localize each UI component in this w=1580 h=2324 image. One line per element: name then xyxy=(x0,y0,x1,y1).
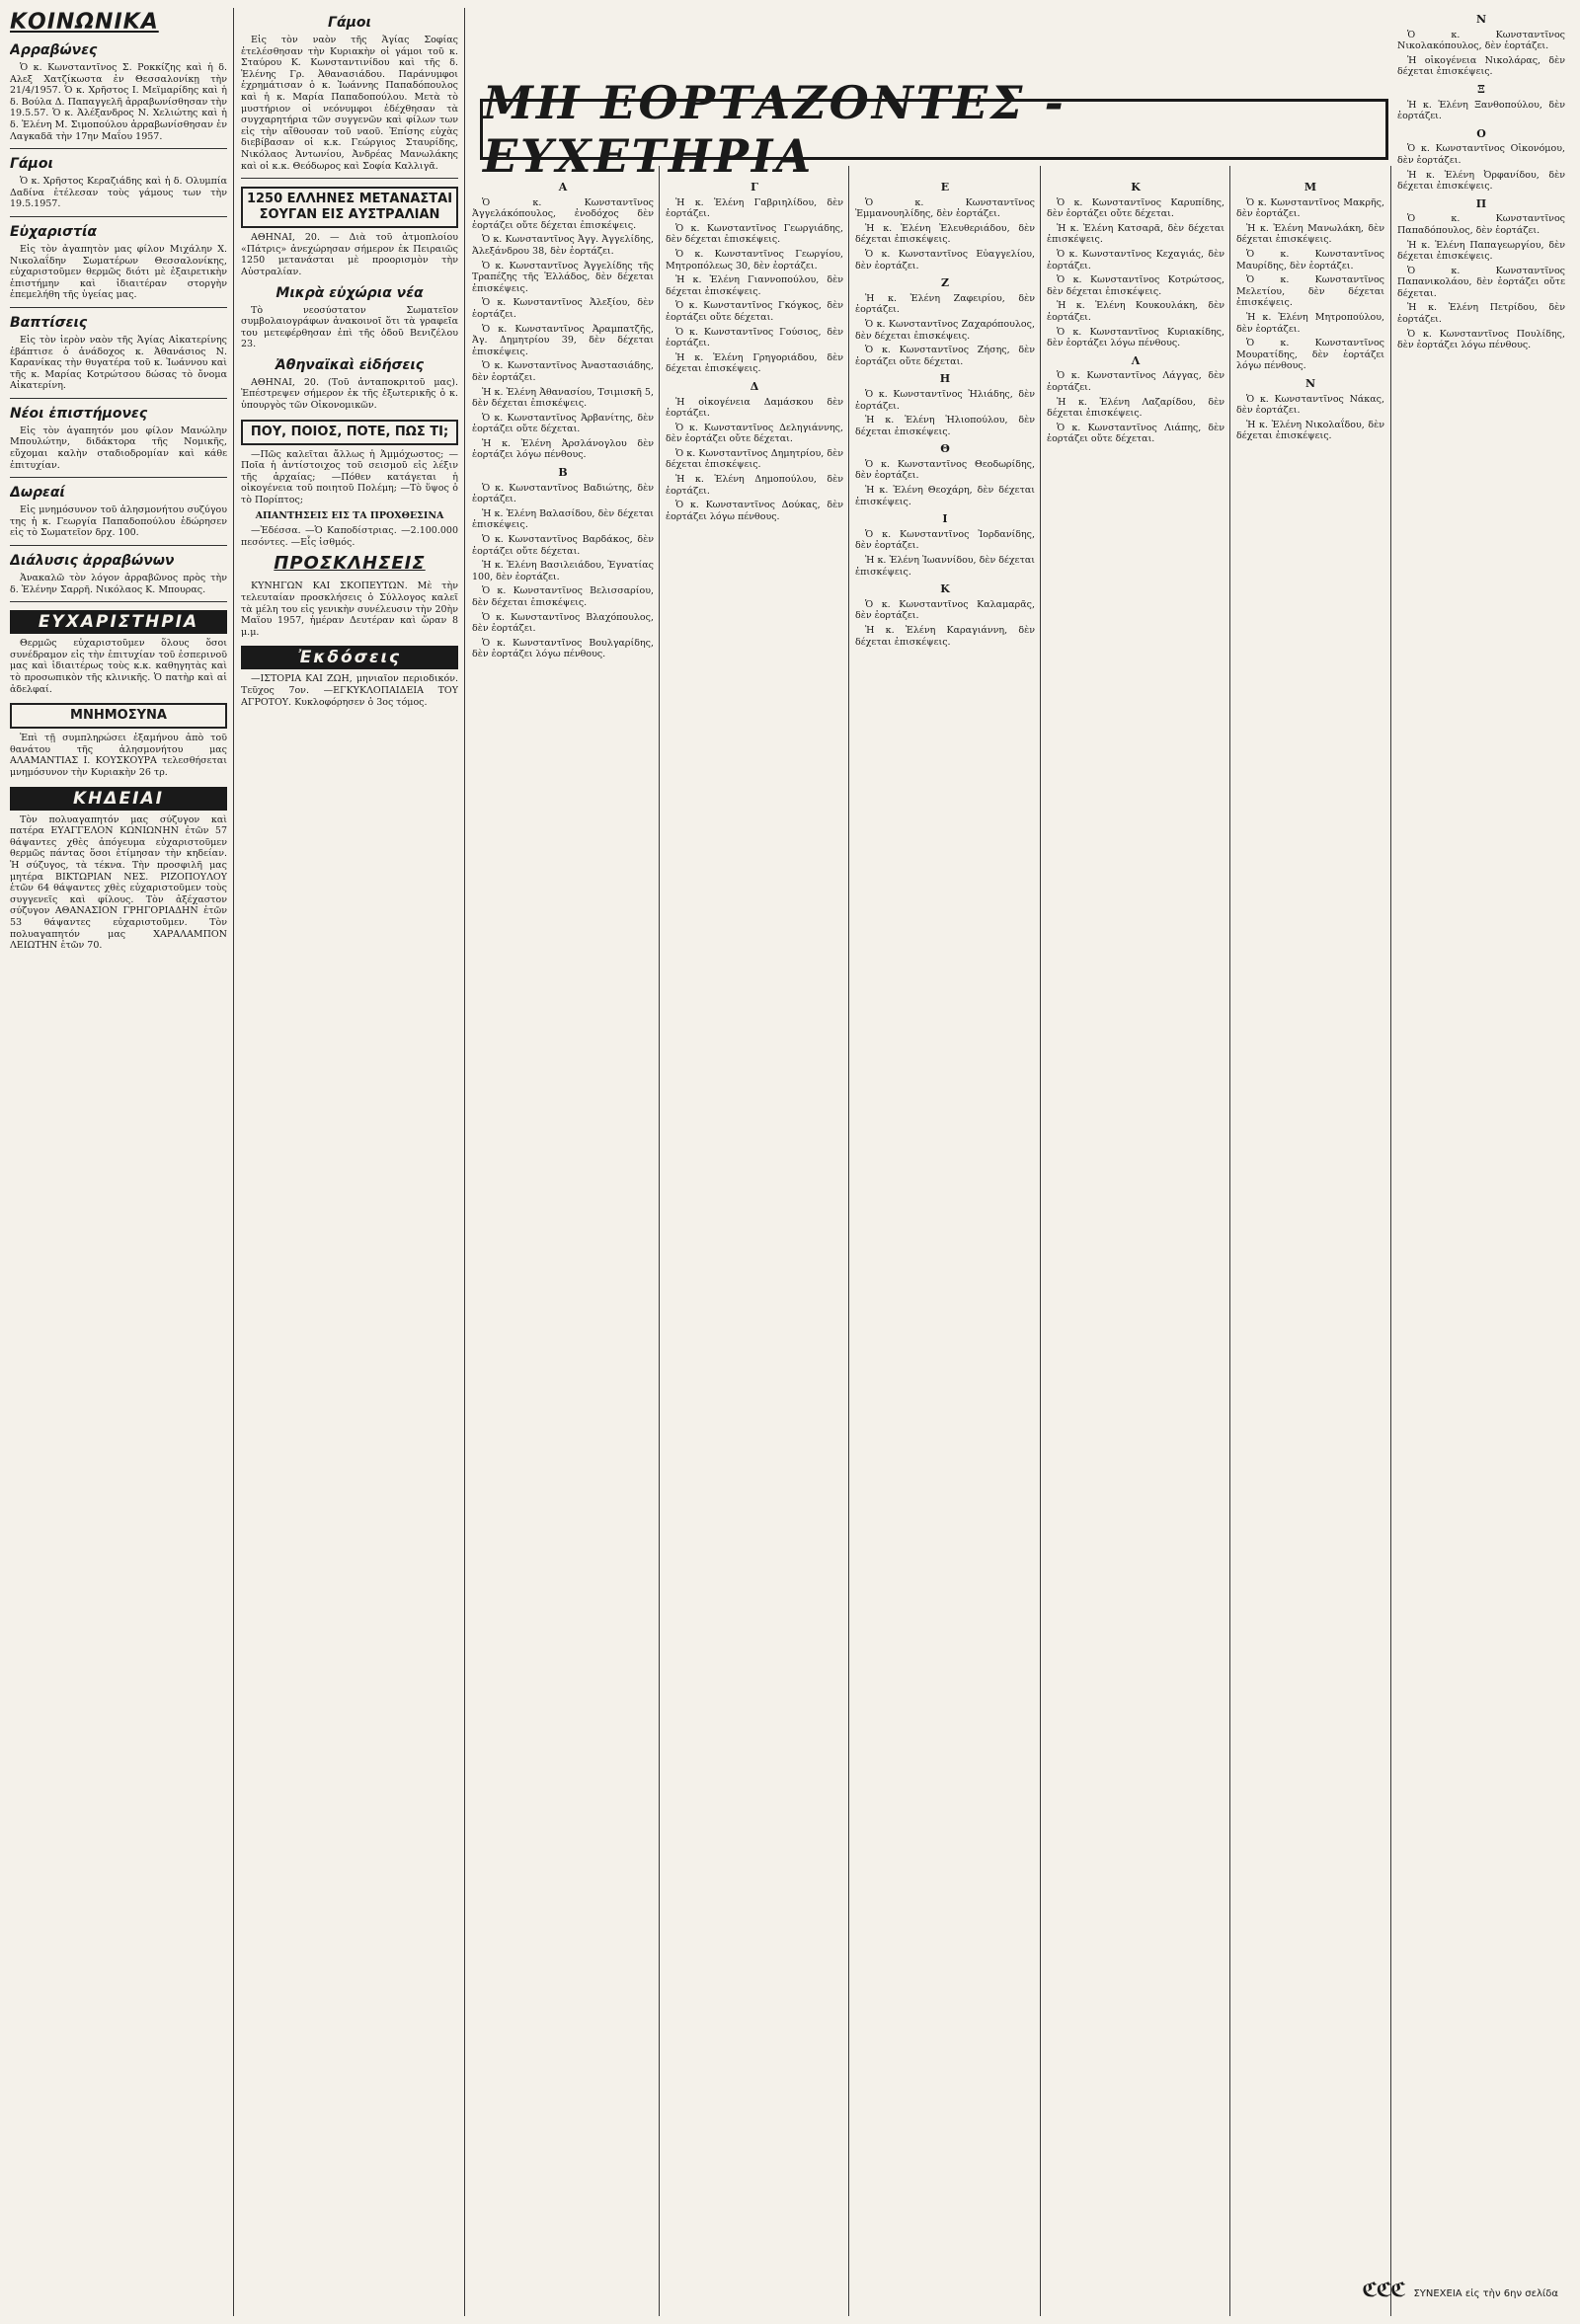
alphabet-letter: Ι xyxy=(942,512,948,526)
list-entry: Ἡ κ. Ἑλένη Θεοχάρη, δὲν δέχεται ἐπισκέψεις. xyxy=(855,485,1035,507)
section-title: Νέοι ἐπιστήμονες xyxy=(10,405,148,422)
list-entry: Ὁ κ. Κωνσταντῖνος Μελετίου, δὲν δέχεται ἐπισκέψεις. xyxy=(1236,274,1384,309)
section-text: Ὁ κ. Κωνσταντῖνος Σ. Ροκκίζης καὶ ἡ δ. Αλεξ Χατζίκωστα ἐν Θεσσαλονίκῃ τὴν 21/4/1957. Ὁ κ. Χρῆστος Ι. Μεϊμαρίδης καὶ ἡ δ. Βούλα Δ. Παπαγγελῆ ἀρραβωνίσθησαν τὴν 19.5.57. Ὁ κ. Ἀλέξανδρος Ν. Χελιώτης καὶ ἡ δ. Ἑλένη Μ. Σιμοπούλου ἀρραβωνίσθησαν ἐν Λαγκαδᾶ τὴν 17ην Μαΐου 1957. xyxy=(10,62,227,142)
column-rule xyxy=(464,8,465,2316)
list-entry: Ἡ κ. Ἑλένη Παπαγεωργίου, δὲν δέχεται ἐπισκέψεις. xyxy=(1397,239,1565,263)
section-text: Ὁ κ. Χρῆστος Κεραζιάδης καὶ ἡ δ. Ολυμπία Δαδίνα ἐτέλεσαν τοὺς γάμους των τὴν 19.5.1957. xyxy=(10,176,227,210)
column-rule xyxy=(233,8,234,2316)
alphabet-letter: Γ xyxy=(750,181,758,194)
divider xyxy=(10,398,227,399)
list-entry: Ὁ κ. Κωνσταντῖνος Ἀγγελάκόπουλος, ἐνοδόχος δὲν ἑορτάζει οὔτε δέχεται ἐπισκέψεις. xyxy=(472,196,654,231)
section-title: Δωρεαί xyxy=(10,485,65,502)
list-entry: Ὁ κ. Κωνσταντῖνος Ἠλιάδης, δὲν ἑορτάζει. xyxy=(855,388,1035,412)
list-entry: Ἡ κ. Ἑλένη Γρηγοριάδου, δὲν δέχεται ἐπισκέψεις. xyxy=(666,351,843,375)
column-rule xyxy=(659,166,660,2316)
ads-header: Μικρὰ εὐχώρια νέα xyxy=(276,284,424,301)
list-entry: Ὁ κ. Κωνσταντῖνος Γεωργίου, Μητροπόλεως 30, δὲν ἑορτάζει. xyxy=(666,248,843,271)
social-sections xyxy=(10,41,227,602)
column-rule xyxy=(848,166,849,2316)
alphabet-letter: Ν xyxy=(1304,376,1316,390)
alphabet-letter: Ξ xyxy=(1477,82,1485,96)
list-entry: Ὁ κ. Κωνσταντῖνος Γεωργιάδης, δὲν δέχεται ἐπισκέψεις. xyxy=(666,222,843,246)
list-entry: Ὁ κ. Κωνσταντῖνος Δημητρίου, δὲν δέχεται ἐπισκέψεις. xyxy=(666,447,843,471)
list-entry: Ἡ οἰκογένεια Νικολάρας, δὲν δέχεται ἐπισκέψεις. xyxy=(1397,54,1565,78)
list-entry: Ἡ κ. Ἑλένη Γιαννοπούλου, δὲν δέχεται ἐπισκέψεις. xyxy=(666,274,843,297)
continued-text: ΣΥΝΕΧΕΙΑ εἰς τὴν 6ην σελίδα xyxy=(1413,2288,1558,2299)
alphabet-letter: Β xyxy=(558,466,568,480)
list-entry: Ὁ κ. Κωνσταντῖνος Θεοδωρίδης, δὲν ἑορτάζει. xyxy=(855,458,1035,482)
alphabet-letter: Ε xyxy=(940,181,950,194)
banner xyxy=(480,76,1388,183)
list-entry: Ἡ κ. Ἑλένη Μανωλάκη, δὲν δέχεται ἐπισκέψεις. xyxy=(1236,222,1384,246)
flourish-ornament: ℭℭℭ xyxy=(1362,2278,1405,2301)
list-entry: Ἡ κ. Ἑλένη Ἐλευθεριάδου, δὲν δέχεται ἐπισκέψεις. xyxy=(855,222,1035,246)
column-rule xyxy=(1040,166,1041,2316)
alphabet-letter: Ζ xyxy=(940,276,950,290)
list-entry: Ὁ κ. Κωνσταντῖνος Δεληγιάννης, δὲν ἑορτάζει οὔτε δέχεται. xyxy=(666,422,843,445)
list-entry: Ὁ κ. Κωνσταντῖνος Εὐαγγελίου, δὲν ἑορτάζει. xyxy=(855,248,1035,271)
list-entry: Ὁ κ. Κωνσταντῖνος Κυριακίδης, δὲν ἑορτάζει λόγω πένθους. xyxy=(1047,326,1224,349)
funeral-header: ΚΗΔΕΙΑΙ xyxy=(10,787,227,811)
list-entry: Ἡ κ. Ἑλένη Ζαφειρίου, δὲν ἑορτάζει. xyxy=(855,292,1035,316)
weddings-header: Γάμοι xyxy=(328,15,371,31)
list-column-6 xyxy=(1397,8,1565,2279)
list-entry: Ὁ κ. Κωνσταντῖνος Βλαχόπουλος, δὲν ἑορτάζει. xyxy=(472,611,654,635)
list-entry: Ὁ κ. Κωνσταντῖνος Ἰορδανίδης, δὲν ἑορτάζει. xyxy=(855,528,1035,552)
alphabet-letter: Π xyxy=(1475,196,1487,210)
list-entry: Ὁ κ. Κωνσταντῖνος Βαδιώτης, δὲν ἑορτάζει. xyxy=(472,482,654,505)
list-entry: Ὁ κ. Κωνσταντῖνος Οἰκονόμου, δὲν ἑορτάζει. xyxy=(1397,143,1565,166)
section-text: Ἀνακαλῶ τὸν λόγον ἀρραβῶνος πρὸς τὴν δ. Ἑλένην Σαρρῆ. Νικόλαος Κ. Μπουρας. xyxy=(10,573,227,595)
list-entry: Ὁ κ. Κωνσταντῖνος Ἀλεξίου, δὲν ἑορτάζει. xyxy=(472,297,654,320)
ads-text: Τὸ νεοσύστατον Σωματεῖον συμβολαιογράφων ἀνακοινοῖ ὅτι τὰ γραφεῖα του μετεφέρθησαν ἐπὶ τῆς ὁδοῦ Βενιζέλου 23. xyxy=(241,304,458,350)
list-entry: Ἡ κ. Ἑλένη Πετρίδου, δὲν ἑορτάζει. xyxy=(1397,302,1565,326)
list-entry: Ἡ κ. Ἑλένη Ἰωαννίδου, δὲν δέχεται ἐπισκέψεις. xyxy=(855,555,1035,578)
alphabet-letter: Ο xyxy=(1476,126,1486,140)
list-entry: Ὁ κ. Κωνσταντῖνος Γκόγκος, δὲν ἑορτάζει οὔτε δέχεται. xyxy=(666,300,843,323)
list-entry: Ὁ κ. Κωνσταντῖνος Ἀγγ. Ἀγγελίδης, Ἀλεξάνδρου 38, δὲν ἑορτάζει. xyxy=(472,234,654,257)
memorial-header: ΜΝΗΜΟΣΥΝΑ xyxy=(10,703,227,729)
funeral-text: Τὸν πολυαγαπητόν μας σύζυγον καὶ πατέρα ΕΥΑΓΓΕΛΟΝ ΚΩΝΙΩΝΗΝ ἐτῶν 57 θάψαντες χθὲς ἀπόγευμα εὐχαριστοῦμεν θερμῶς πάντας ὅσοι ἐτίμησαν τὴν κηδείαν. Ἡ σύζυγος, τὰ τέκνα. Τὴν προσφιλῆ μας μητέρα ΒΙΚΤΩΡΙΑΝ ΝΕΣ. ΡΙΖΟΠΟΥΛΟΥ ἐτῶν 64 θάψαντες χθὲς εὐχαριστοῦμεν τοὺς συγγενεῖς καὶ φίλους. Τὸν ἀξέχαστον σύζυγον ΑΘΑΝΑΣΙΟΝ ΓΡΗΓΟΡΙΑΔΗΝ ἐτῶν 53 θάψαντες εὐχαριστοῦμεν. Τὸν πολυαγαπητόν μας ΧΑΡΑΛΑΜΠΟΝ ΛΕΙΩΤΗΝ ἐτῶν 70. xyxy=(10,813,227,952)
list-column-1 xyxy=(472,176,654,2308)
list-entry: Ὁ κ. Κωνσταντῖνος Ζαχαρόπουλος, δὲν δέχεται ἐπισκέψεις. xyxy=(855,318,1035,342)
list-entry: Ὁ κ. Κωνσταντῖνος Δούκας, δὲν ἑορτάζει λόγω πένθους. xyxy=(666,500,843,522)
alphabet-letter: Θ xyxy=(940,442,950,456)
list-entry: Ὁ κ. Κωνσταντῖνος Ζήσης, δὲν ἑορτάζει οὔτε δέχεται. xyxy=(855,345,1035,367)
list-entry: Ὁ κ. Κωνσταντῖνος Μακρῆς, δὲν ἑορτάζει. xyxy=(1236,196,1384,220)
alphabet-letter: Κ xyxy=(940,582,950,596)
section-text: Εἰς μνημόσυνον τοῦ ἀλησμονήτου συζύγου της ἡ κ. Γεωργία Παπαδοπούλου ἐδώρησεν εἰς τὸ Σωματεῖον δρχ. 100. xyxy=(10,504,227,539)
list-entry: Ὁ κ. Κωνσταντῖνος Ἀγγελίδης τῆς Τραπέζης τῆς Ἑλλάδος, δὲν δέχεται ἐπισκέψεις. xyxy=(472,260,654,294)
banner-title: ΜΗ ΕΟΡΤΑΖΟΝΤΕΣ - ΕΥΧΕΤΗΡΙΑ xyxy=(483,76,1066,183)
section-title: Βαπτίσεις xyxy=(10,314,88,331)
list-entry: Ὁ κ. Κωνσταντῖνος Νάκας, δὲν ἑορτάζει. xyxy=(1236,393,1384,417)
list-entry: Ὁ κ. Κωνσταντῖνος Γούσιος, δὲν ἑορτάζει. xyxy=(666,326,843,349)
invite-text: ΚΥΝΗΓΩΝ ΚΑΙ ΣΚΟΠΕΥΤΩΝ. Μὲ τὴν τελευταίαν προσκλήσεις ὁ Σύλλογος καλεῖ τὰ μέλη του εἰς γενικὴν συνέλευσιν τὴν 20ὴν Μαΐου 1957, ἡμέραν Δευτέραν καὶ ὥραν 8 μ.μ. xyxy=(241,581,458,638)
list-entry: Ἡ οἰκογένεια Δαμάσκου δὲν ἑορτάζει. xyxy=(666,396,843,420)
list-entry: Ἡ κ. Ἑλένη Γαβριηλίδου, δὲν ἑορτάζει. xyxy=(666,196,843,220)
list-entry: Ὁ κ. Κωνσταντῖνος Ἀρβανίτης, δὲν ἑορτάζει οὔτε δέχεται. xyxy=(472,412,654,435)
list-entry: Ἡ κ. Ἑλένη Μητροπούλου, δὲν ἑορτάζει. xyxy=(1236,311,1384,335)
list-entry: Ὁ κ. Κωνσταντῖνος Πουλίδης, δὲν ἑορτάζει λόγω πένθους. xyxy=(1397,328,1565,351)
alphabet-letter: Κ xyxy=(1131,181,1141,194)
alphabet-letter: Δ xyxy=(750,379,759,393)
list-entry: Ὁ κ. Κωνσταντῖνος Νικολακόπουλος, δὲν ἑορτάζει. xyxy=(1397,29,1565,52)
alphabet-letter: Η xyxy=(939,372,951,386)
list-entry: Ἡ κ. Ἑλένη Νικολαΐδου, δὲν δέχεται ἐπισκέψεις. xyxy=(1236,419,1384,442)
list-column-2 xyxy=(666,176,843,2308)
list-entry: Ἡ κ. Ἑλένη Ξανθοπούλου, δὲν ἑορτάζει. xyxy=(1397,99,1565,122)
section-title: Αρραβώνες xyxy=(10,42,98,58)
alphabet-letter: Ν xyxy=(1475,13,1487,26)
list-entry: Ὁ κ. Κωνσταντῖνος Κεχαγιάς, δὲν ἑορτάζει. xyxy=(1047,248,1224,271)
editions-header: Ἐκδόσεις xyxy=(241,646,458,669)
list-entry: Ὁ κ. Κωνσταντῖνος Μαυρίδης, δὲν ἑορτάζει. xyxy=(1236,248,1384,271)
invite-header: ΠΡΟΣΚΛΗΣΕΙΣ xyxy=(274,553,426,575)
list-column-5 xyxy=(1236,176,1384,2308)
list-entry: Ὁ κ. Κωνσταντῖνος Παπαδόπουλος, δὲν ἑορτάζει. xyxy=(1397,213,1565,236)
divider xyxy=(10,545,227,546)
list-entry: Ὁ κ. Κωνσταντῖνος Καλαμαρᾶς, δὲν ἑορτάζει. xyxy=(855,598,1035,622)
athens-text: ΑΘΗΝΑΙ, 20. (Τοῦ ἀνταποκριτοῦ μας). Ἐπέστρεψεν σήμερον ἐκ τῆς ἐξωτερικῆς ὁ κ. ὑπουργὸς τῶν Οἰκονομικῶν. xyxy=(241,376,458,412)
divider xyxy=(241,178,458,179)
list-entry: Ἡ κ. Ἑλένη Λαζαρίδου, δὲν δέχεται ἐπισκέψεις. xyxy=(1047,396,1224,420)
section-title: Εὐχαριστία xyxy=(10,223,98,240)
editions-text: —ΙΣΤΟΡΙΑ ΚΑΙ ΖΩΗ, μηνιαῖον περιοδικόν. Τεῦχος 7ον. —ΕΓΚΥΚΛΟΠΑΙΔΕΙΑ ΤΟΥ ΑΓΡΟΤΟΥ. Κυκλοφόρησεν ὁ 3ος τόμος. xyxy=(241,673,458,708)
section-title: Γάμοι xyxy=(10,156,53,173)
section-text: Εἰς τὸν ἱερὸν ναὸν τῆς Ἁγίας Αἰκατερίνης ἐβάπτισε ὁ ἀνάδοχος κ. Ἀθανάσιος Ν. Καρανίκας τὴν θυγατέρα τοῦ κ. Ἰωάννου καὶ τῆς κ. Μαρίας Κοτρώτσου δώσας τὸ ὄνομα Αἰκατερίνη. xyxy=(10,334,227,392)
section-text: Εἰς τὸν ἀγαπητὸν μας φίλον Μιχάλην Χ. Νικολαΐδην Σωματέρων Θεσσαλονίκης, εὐχαριστοῦμεν θερμῶς διότι μὲ ἐξαιρετικὴν ἐπιστήμην καὶ ἰδιαιτέραν στοργὴν ἐπεμελήθη τῆς ὑγείας μας. xyxy=(10,243,227,301)
list-entry: Ὁ κ. Κωνσταντῖνος Μουρατίδης, δὲν ἑορτάζει λόγω πένθους. xyxy=(1236,338,1384,372)
list-entry: Ὁ κ. Κωνσταντῖνος Παπανικολάου, δὲν ἑορτάζει οὔτε δέχεται. xyxy=(1397,265,1565,299)
news-text: ΑΘΗΝΑΙ, 20. — Διὰ τοῦ ἀτμοπλοίου «Πάτρις» ἀνεχώρησαν σήμερον ἐκ Πειραιῶς 1250 μετανάσται μὲ προορισμὸν τὴν Αὐστραλίαν. xyxy=(241,232,458,277)
list-column-3 xyxy=(855,176,1035,2308)
answers-text: —Ἐδέσσα. —Ὁ Καποδίστριας. —2.100.000 πεσόντες. —Εἷς ἰσθμός. xyxy=(241,525,458,548)
divider xyxy=(10,216,227,217)
newspaper-page xyxy=(8,8,1572,2316)
answers-header: ΑΠΑΝΤΗΣΕΙΣ ΕΙΣ ΤΑ ΠΡΟΧΘΕΣΙΝΑ xyxy=(255,509,444,521)
continued-note xyxy=(1362,2278,1558,2301)
list-entry: Ὁ κ. Κωνσταντῖνος Ἐμμανουηλίδης, δὲν ἑορτάζει. xyxy=(855,196,1035,220)
divider xyxy=(10,307,227,308)
list-entry: Ὁ κ. Κωνσταντῖνος Βελισσαρίου, δὲν δέχεται ἐπισκέψεις. xyxy=(472,585,654,608)
column-rule xyxy=(1390,166,1391,2316)
alphabet-letter: Λ xyxy=(1131,353,1141,367)
social-header: ΚΟΙΝΩΝΙΚΑ xyxy=(10,10,159,35)
thanks-text: Θερμῶς εὐχαριστοῦμεν ὅλους ὅσοι συνέδραμον εἰς τὴν ἐπιτυχίαν τοῦ ἑσπερινοῦ μας καὶ ἰδιαιτέρως τοὺς κ.κ. καθηγητὰς καὶ τὸ προσωπικὸν τῆς κλινικῆς. Ὁ πατὴρ καὶ αἱ ἀδελφαί. xyxy=(10,638,227,695)
list-entry: Ὁ κ. Κωνσταντῖνος Λάγγας, δὲν ἑορτάζει. xyxy=(1047,370,1224,393)
weddings-text: Εἰς τὸν ναὸν τῆς Ἁγίας Σοφίας ἐτελέσθησαν τὴν Κυριακὴν οἱ γάμοι τοῦ κ. Σταύρου Κ. Κωνσταντινίδου καὶ τῆς δ. Ἑλένης Γρ. Ἀθανασιάδου. Παράνυμφοι ἐχρημάτισαν ὁ κ. Ἰωάννης Παπαδόπουλος καὶ ἡ κ. Μαρία Παπαδοπούλου. Μετὰ τὸ μυστήριον οἱ νεόνυμφοι ἐδέχθησαν τὰ συγχαρητήρια τῶν συγγενῶν καὶ φίλων των εἰς τὴν αἴθουσαν τοῦ ναοῦ. Ἐπίσης εὐχὰς διεβίβασαν οἱ κ.κ. Γεώργιος Σταυρίδης, Νικόλαος Ἀντωνίου, Ἀνδρέας Μανωλάκης καὶ οἱ κ.κ. Θεόδωρος καὶ Σοφία Καλλιγᾶ. xyxy=(241,35,458,172)
list-entry: Ἡ κ. Ἑλένη Βαλασίδου, δὲν δέχεται ἐπισκέψεις. xyxy=(472,507,654,531)
list-entry: Ἡ κ. Ἑλένη Κατσαρᾶ, δὲν δέχεται ἐπισκέψεις. xyxy=(1047,222,1224,246)
memorial-text: Ἐπὶ τῇ συμπληρώσει ἐξαμήνου ἀπὸ τοῦ θανάτου τῆς ἀλησμονήτου μας ΑΛΑΜΑΝΤΙΑΣ Ι. ΚΟΥΣΚΟΥΡΑ τελεσθήσεται μνημόσυνον τὴν Κυριακὴν 26 τρ. xyxy=(10,733,227,778)
thanks-header: ΕΥΧΑΡΙΣΤΗΡΙΑ xyxy=(10,610,227,634)
list-entry: Ὁ κ. Κωνσταντῖνος Ἀραμπατζῆς, Ἀγ. Δημητρίου 39, δὲν δέχεται ἐπισκέψεις. xyxy=(472,323,654,357)
list-entry: Ἡ κ. Ἑλένη Ὀρφανίδου, δὲν δέχεται ἐπισκέψεις. xyxy=(1397,169,1565,193)
list-entry: Ὁ κ. Κωνσταντῖνος Λιάπης, δὲν ἑορτάζει οὔτε δέχεται. xyxy=(1047,422,1224,445)
list-column-4 xyxy=(1047,176,1224,2308)
alphabet-letter: Α xyxy=(558,181,568,194)
second-column xyxy=(241,8,458,2308)
list-entry: Ὁ κ. Κωνσταντῖνος Ἀναστασιάδης, δὲν ἑορτάζει. xyxy=(472,360,654,383)
list-entry: Ὁ κ. Κωνσταντῖνος Καρυπίδης, δὲν ἑορτάζει οὔτε δέχεται. xyxy=(1047,196,1224,220)
quiz-text: —Πῶς καλεῖται ἄλλως ἡ Ἀμμόχωστος; —Ποῖα ἡ ἀντίστοιχος τοῦ σεισμοῦ εἰς λέξιν τῆς ἀρχαίας; —Πόθεν κατάγεται ἡ οἰκογένεια τοῦ ποιητοῦ Πολέμη; —Τὸ ὕψος ὁ τὸ Πορίπτος; xyxy=(241,448,458,506)
left-column xyxy=(10,8,227,2308)
list-entry: Ἡ κ. Ἑλένη Δημοπούλου, δὲν ἑορτάζει. xyxy=(666,474,843,497)
list-entry: Ὁ κ. Κωνσταντῖνος Βουλγαρίδης, δὲν ἑορτάζει λόγω πένθους. xyxy=(472,637,654,660)
column-rule xyxy=(1229,166,1230,2316)
list-entry: Ἡ κ. Ἑλένη Κουκουλάκη, δὲν ἑορτάζει. xyxy=(1047,300,1224,323)
divider xyxy=(10,601,227,602)
news-headline: 1250 ΕΛΛΗΝΕΣ ΜΕΤΑΝΑΣΤΑΙ ΣΟΥΓΑΝ ΕΙΣ ΑΥΣΤΡΑΛΙΑΝ xyxy=(241,187,458,228)
list-entry: Ὁ κ. Κωνσταντῖνος Κοτρώτσος, δὲν δέχεται ἐπισκέψεις. xyxy=(1047,274,1224,297)
list-entry: Ὁ κ. Κωνσταντῖνος Βαρδάκος, δὲν ἑορτάζει οὔτε δέχεται. xyxy=(472,534,654,557)
divider xyxy=(10,148,227,149)
alphabet-letter: Μ xyxy=(1304,181,1317,194)
list-entry: Ἡ κ. Ἑλένη Ἡλιοπούλου, δὲν δέχεται ἐπισκέψεις. xyxy=(855,415,1035,437)
athens-header: Ἀθηναϊκαὶ εἰδήσεις xyxy=(275,356,425,373)
list-entry: Ἡ κ. Ἑλένη Βασιλειάδου, Ἐγνατίας 100, δὲν ἑορτάζει. xyxy=(472,560,654,582)
list-entry: Ἡ κ. Ἑλένη Ἀθανασίου, Τσιμισκῆ 5, δὲν δέχεται ἐπισκέψεις. xyxy=(472,386,654,410)
list-entry: Ἡ κ. Ἑλένη Ἀρσλάνογλου δὲν ἑορτάζει λόγω πένθους. xyxy=(472,437,654,461)
divider xyxy=(10,477,227,478)
section-text: Εἰς τὸν ἀγαπητόν μου φίλον Μανώλην Μπουλώτην, διδάκτορα τῆς Νομικῆς, εὔχομαι καλὴν σταδιοδρομίαν καὶ κάθε ἐπιτυχίαν. xyxy=(10,425,227,471)
quiz-header: ΠΟΥ, ΠΟΙΟΣ, ΠΟΤΕ, ΠΩΣ ΤΙ; xyxy=(241,420,458,445)
section-title: Διάλυσις ἀρραβώνων xyxy=(10,553,175,570)
list-entry: Ἡ κ. Ἑλένη Καραγιάννη, δὲν δέχεται ἐπισκέψεις. xyxy=(855,625,1035,648)
